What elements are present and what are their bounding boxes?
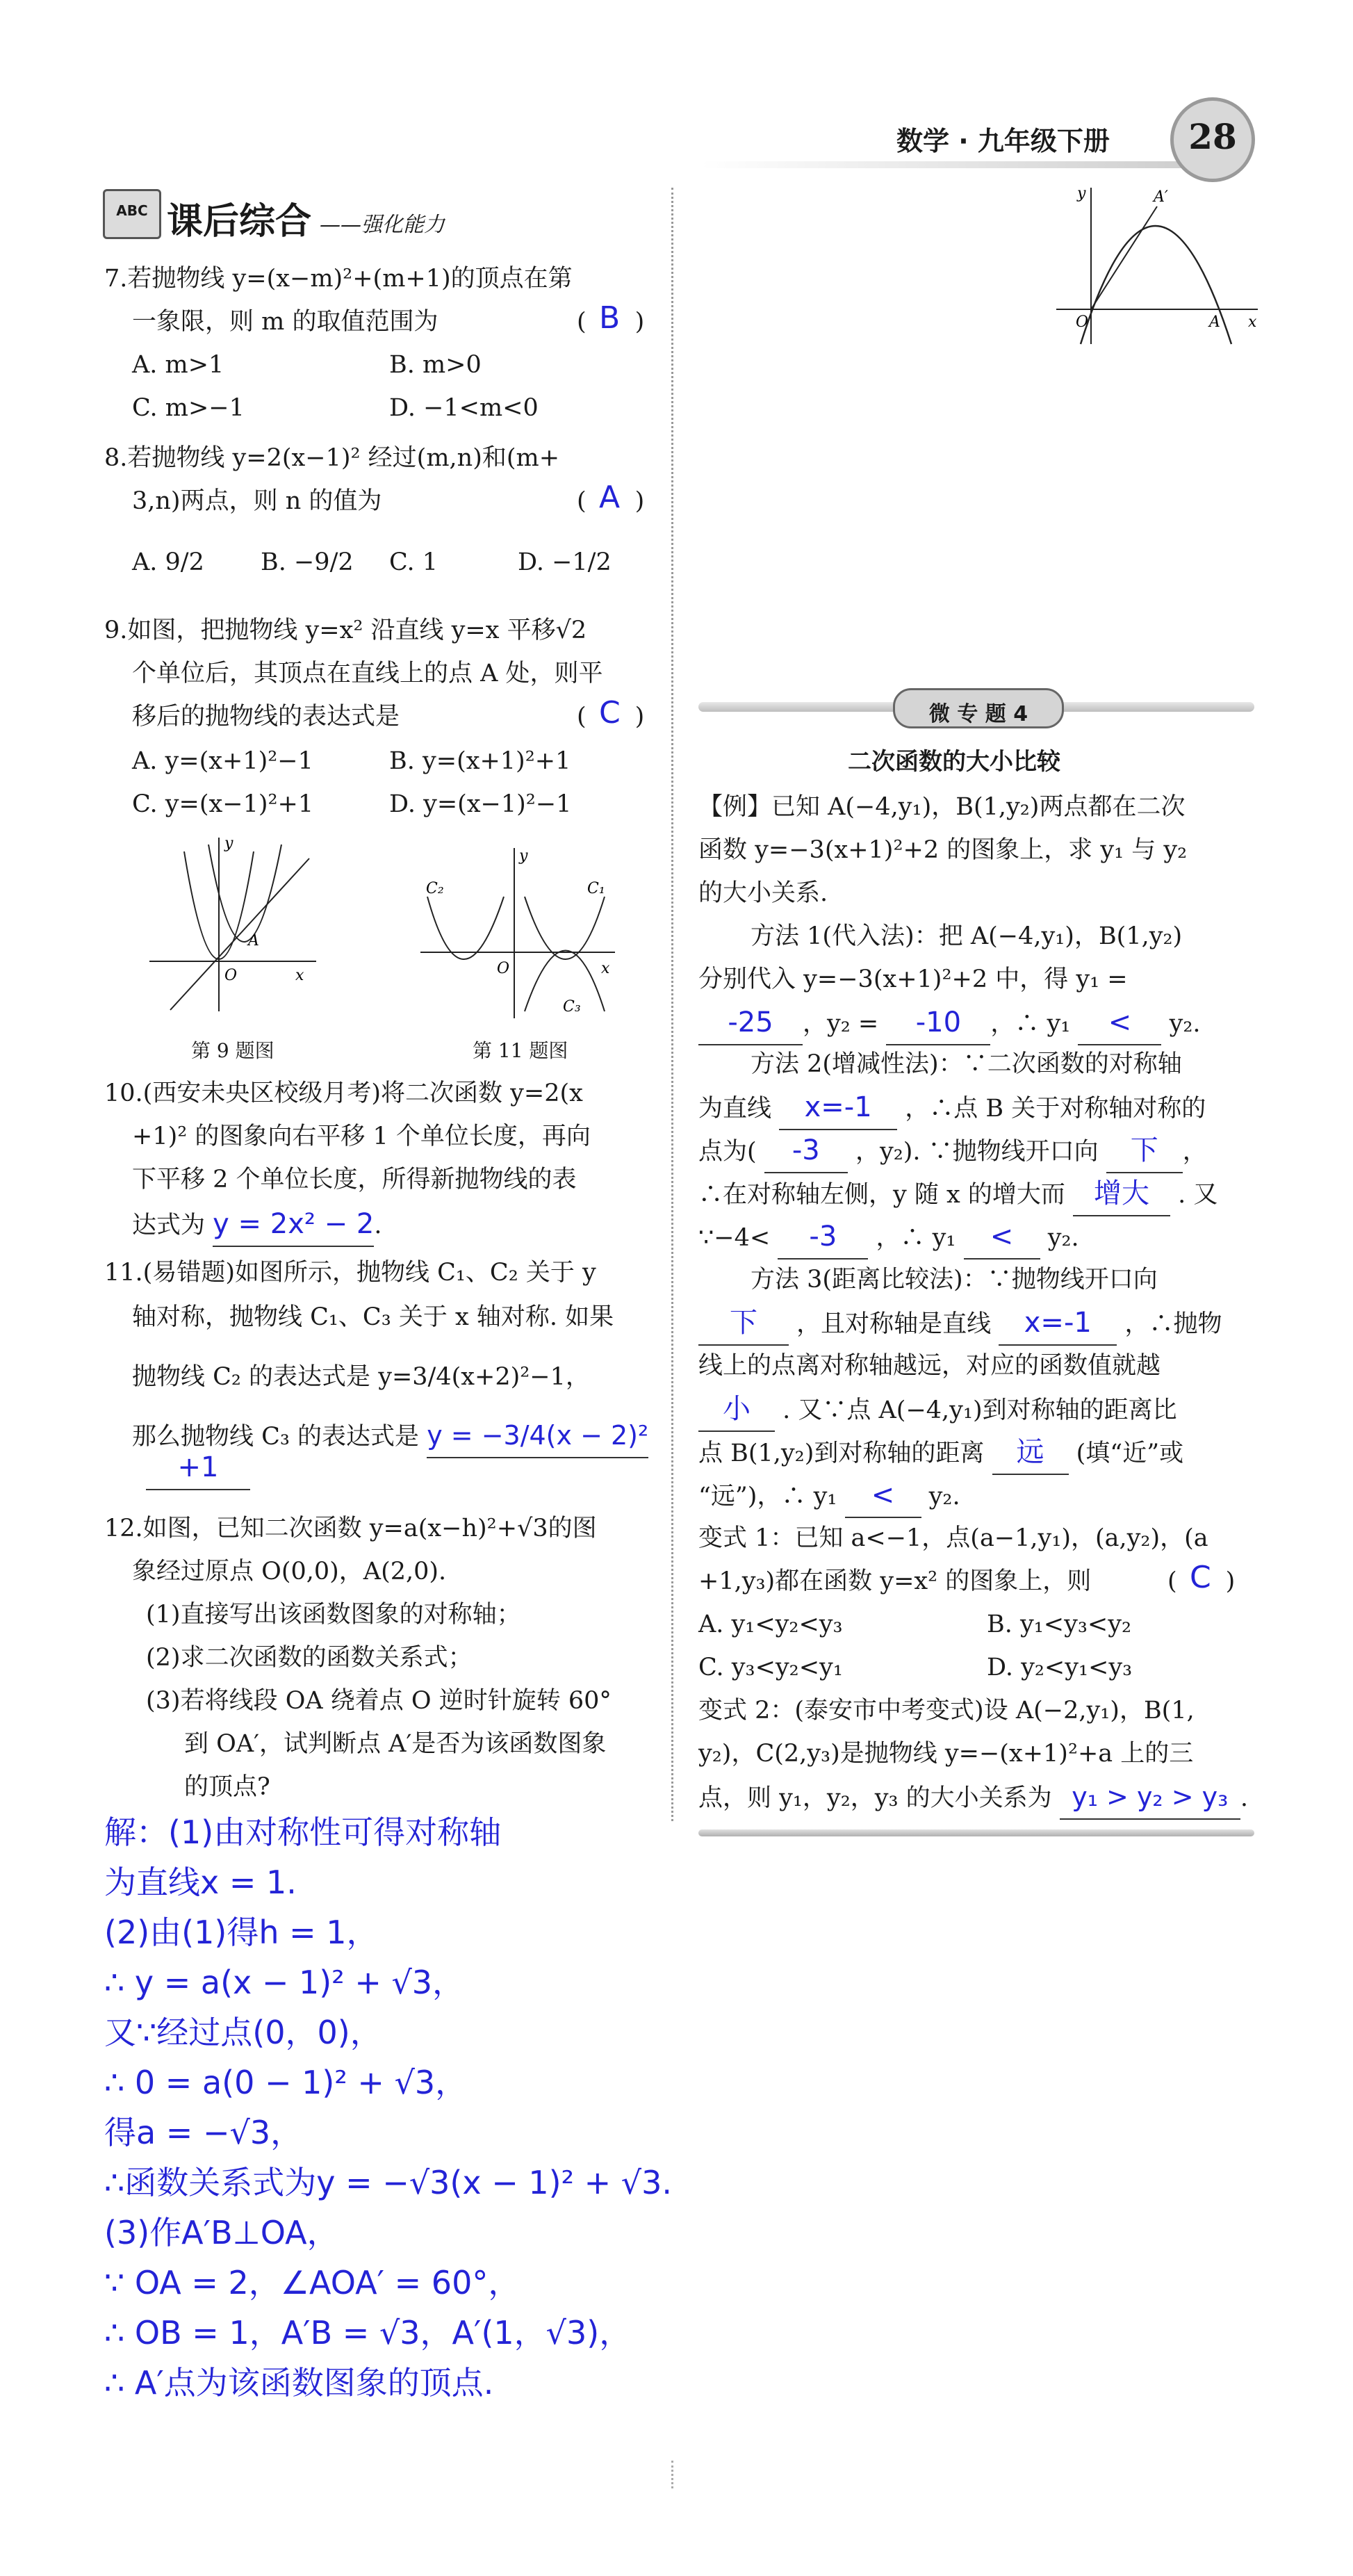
method2-line4-a: ∴在对称轴左侧，y 随 x 的增大而	[698, 1181, 1065, 1209]
page-number-badge	[1170, 97, 1255, 182]
fig9-x-label: x	[295, 967, 304, 984]
fig9-origin-label: O	[224, 967, 238, 984]
method2-point-blank: -3	[764, 1129, 848, 1173]
fig12-point-a-prime-label: A′	[1154, 188, 1168, 206]
method1-line3: -25 ，y₂ = -10 ，∴ y₁ < y₂.	[698, 1001, 1201, 1045]
q9-answer: C	[599, 695, 621, 731]
method3-line5	[698, 1430, 1183, 1475]
q9-answer-paren: ( )	[577, 703, 645, 731]
fig12-segment-oa-prime	[1091, 206, 1157, 309]
variant1-option-b: B. y₁<y₃<y₂	[987, 1611, 1132, 1638]
variant1-answer: C	[1190, 1560, 1211, 1595]
fig12-x-label: x	[1248, 313, 1257, 331]
example-line1: 【例】已知 A(−4,y₁)，B(1,y₂)两点都在二次	[698, 793, 1186, 821]
method3-value-blank: 小	[698, 1387, 775, 1432]
section-title: 课后综合	[167, 201, 312, 243]
method2-line5-b: ，∴ y₁	[876, 1224, 956, 1252]
variant2-answer: y₁ > y₂ > y₃	[1060, 1775, 1240, 1820]
method2-line4-b: . 又	[1178, 1181, 1218, 1209]
fig11-c3-label: C₃	[563, 998, 581, 1016]
solution-line-12: ∴ A′点为该函数图象的顶点.	[104, 2364, 494, 2402]
micro-topic-title: 二次函数的大小比较	[848, 748, 1060, 776]
method3-line2-b: ，∴抛物	[1124, 1310, 1222, 1338]
method3-distance-blank: 远	[992, 1430, 1069, 1475]
micro-topic-badge	[893, 688, 1064, 728]
method2-line4	[698, 1172, 1217, 1216]
header-subject: 数学 · 九年级下册	[896, 126, 1110, 156]
method2-open-blank: 下	[1106, 1129, 1183, 1173]
method1-y2-blank: -10	[886, 1001, 990, 1045]
q12-part3a: (3)若将线段 OA 绕着点 O 逆时针旋转 60°	[146, 1687, 612, 1715]
header-rule	[702, 161, 1181, 168]
q11-answer-b: +1	[146, 1446, 250, 1490]
fig12-point-a-label: A	[1209, 313, 1220, 331]
q12-part3c: 的顶点?	[184, 1773, 270, 1801]
method3-line6-b: y₂.	[928, 1483, 960, 1510]
variant2-line3: 点，则 y₁，y₂，y₃ 的大小关系为 y₁ > y₂ > y₃ .	[698, 1775, 1248, 1820]
q11-prompt: 那么抛物线 C₃ 的表达式是	[132, 1423, 420, 1451]
solution-line-9: (3)作A′B⊥OA，	[104, 2214, 339, 2251]
q7-option-b: B. m>0	[389, 351, 482, 379]
figure-11	[413, 841, 622, 1029]
q10-line3: 下平移 2 个单位长度，所得新抛物线的表	[132, 1166, 577, 1193]
solution-line-7: 得a = −√3，	[104, 2114, 303, 2151]
q9-option-d: D. y=(x−1)²−1	[389, 790, 572, 818]
method2-line2-a: 为直线	[698, 1095, 772, 1123]
method1-y1-blank: -25	[698, 1001, 803, 1045]
solution-line-4: ∴ y = a(x − 1)² + √3，	[104, 1964, 465, 2001]
q12-line1: 12.如图，已知二次函数 y=a(x−h)²+√3的图	[104, 1515, 597, 1542]
q9-option-b: B. y=(x+1)²+1	[389, 747, 571, 775]
q10-line1: 10.(西安未央区校级月考)将二次函数 y=2(x	[104, 1079, 583, 1107]
q9-option-c: C. y=(x−1)²+1	[132, 790, 314, 818]
fig11-curve-c1	[525, 897, 605, 959]
q11-line3: 抛物线 C₂ 的表达式是 y=3/4(x+2)²−1，	[132, 1363, 590, 1391]
method2-increase-blank: 增大	[1073, 1172, 1170, 1216]
variant1-line2: +1,y₃)都在函数 y=x² 的图象上，则	[698, 1567, 1092, 1595]
variant1-line1: 变式 1：已知 a<−1，点(a−1,y₁)，(a,y₂)，(a	[698, 1524, 1208, 1552]
q10-answer: y = 2x² − 2	[213, 1203, 374, 1247]
q10-line4: 达式为 y = 2x² − 2.	[132, 1203, 382, 1247]
page-number: 28	[1188, 116, 1237, 157]
method3-line3: 线上的点离对称轴越远，对应的函数值就越	[698, 1352, 1161, 1380]
method3-axis-blank: x=-1	[999, 1301, 1117, 1346]
q10-line2: +1)² 的图象向右平移 1 个单位长度，再向	[132, 1123, 591, 1150]
method1-compare-blank: <	[1078, 1001, 1161, 1045]
figure-11-caption: 第 11 题图	[473, 1039, 568, 1062]
q9-line2: 个单位后，其顶点在直线上的点 A 处，则平	[132, 660, 603, 687]
method3-open-blank: 下	[698, 1301, 789, 1346]
method2-line5-c: y₂.	[1047, 1224, 1079, 1252]
q12-line2: 象经过原点 O(0,0)，A(2,0).	[132, 1558, 447, 1585]
fig11-c2-label: C₂	[426, 880, 444, 897]
figure-9-caption: 第 9 题图	[191, 1039, 274, 1062]
q8-option-d: D. −1/2	[518, 548, 612, 576]
method2-line2-b: ，∴点 B 关于对称轴对称的	[905, 1095, 1206, 1123]
micro-topic-bottom-rule	[698, 1829, 1254, 1836]
fig11-x-label: x	[601, 960, 610, 977]
method2-compare-blank: <	[964, 1215, 1040, 1260]
method3-line5-a: 点 B(1,y₂)到对称轴的距离	[698, 1440, 985, 1467]
method1-line1: 方法 1(代入法)：把 A(−4,y₁)，B(1,y₂)	[751, 922, 1183, 950]
q8-answer-paren: ( )	[577, 487, 645, 515]
q7-line1: 7.若抛物线 y=(x−m)²+(m+1)的顶点在第	[104, 265, 573, 293]
method3-compare-blank: <	[845, 1474, 921, 1518]
q9-line3: 移后的抛物线的表达式是	[132, 703, 400, 731]
method2-axis-blank: x=-1	[779, 1086, 897, 1130]
solution-line-5: 又∵经过点(0，0)，	[104, 2014, 382, 2051]
fig12-origin-label: O	[1076, 313, 1089, 331]
solution-line-2: 为直线x = 1.	[104, 1864, 297, 1901]
fig11-y-label: y	[519, 847, 528, 865]
q12-part2: (2)求二次函数的函数关系式；	[146, 1644, 473, 1672]
q12-part3b: 到 OA′，试判断点 A′是否为该函数图象	[184, 1730, 607, 1758]
solution-line-11: ∴ OB = 1，A′B = √3，A′(1，√3)，	[104, 2314, 632, 2351]
q8-option-b: B. −9/2	[261, 548, 354, 576]
fig11-curve-c2	[427, 897, 504, 959]
section-subtitle: ——强化能力	[320, 213, 445, 237]
q11-answer-a: y = −3/4(x − 2)²	[427, 1414, 648, 1458]
method1-line2: 分别代入 y=−3(x+1)²+2 中，得 y₁ =	[698, 965, 1128, 993]
method2-line5-a: ∵−4<	[698, 1224, 771, 1252]
method3-line6-a: “远”)，∴ y₁	[698, 1483, 837, 1510]
solution-line-6: ∴ 0 = a(0 − 1)² + √3，	[104, 2064, 468, 2101]
q7-line2: 一象限，则 m 的取值范围为	[132, 308, 438, 336]
solution-line-10: ∵ OA = 2，∠AOA′ = 60°，	[104, 2264, 520, 2301]
q7-option-a: A. m>1	[132, 351, 224, 379]
fig11-c1-label: C₁	[587, 880, 605, 897]
q9-option-a: A. y=(x+1)²−1	[132, 747, 313, 775]
q12-part1: (1)直接写出该函数图象的对称轴；	[146, 1601, 521, 1629]
solution-line-3: (2)由(1)得h = 1，	[104, 1914, 379, 1951]
q7-answer: B	[599, 300, 621, 336]
example-line3: 的大小关系.	[698, 879, 828, 907]
section-logo-text: ABC	[116, 202, 148, 219]
variant2-line1: 变式 2：(泰安市中考变式)设 A(−2,y₁)，B(1,	[698, 1697, 1195, 1725]
q8-answer: A	[599, 480, 621, 515]
fig9-point-a-label: A	[248, 932, 259, 949]
method3-line2-a: ，且对称轴是直线	[796, 1310, 992, 1338]
q7-option-c: C. m>−1	[132, 394, 245, 422]
q11-line1: 11.(易错题)如图所示，抛物线 C₁、C₂ 关于 y	[104, 1259, 596, 1287]
q7-option-d: D. −1<m<0	[389, 394, 539, 422]
fig9-y-label: y	[224, 835, 233, 852]
method2-line3: 点为( -3 ，y₂). ∵抛物线开口向 下 ，	[698, 1129, 1207, 1173]
solution-line-1: 解：(1)由对称性可得对称轴	[104, 1813, 502, 1851]
method3-line1: 方法 3(距离比较法)：∵抛物线开口向	[751, 1266, 1158, 1294]
q8-line1: 8.若抛物线 y=2(x−1)² 经过(m,n)和(m+	[104, 444, 560, 472]
q7-answer-paren: ( )	[577, 308, 645, 336]
variant1-option-a: A. y₁<y₂<y₃	[698, 1611, 843, 1638]
section-logo	[103, 189, 161, 239]
method3-line6	[698, 1474, 960, 1518]
method3-line4-a: . 又∵点 A(−4,y₁)到对称轴的距离比	[782, 1396, 1177, 1424]
fig11-origin-label: O	[497, 960, 510, 977]
method3-line2	[698, 1301, 1222, 1346]
method3-line4	[698, 1387, 1177, 1432]
method2-line3-a: 点为(	[698, 1138, 757, 1166]
q8-option-a: A. 9/2	[132, 548, 204, 576]
solution-line-8: ∴函数关系式为y = −√3(x − 1)² + √3.	[104, 2164, 672, 2201]
q11-line2: 轴对称，抛物线 C₁、C₃ 关于 x 轴对称. 如果	[132, 1303, 614, 1331]
column-divider	[671, 188, 673, 1821]
q10-prompt: 达式为	[132, 1212, 206, 1239]
example-line2: 函数 y=−3(x+1)²+2 的图象上，求 y₁ 与 y₂	[698, 836, 1188, 864]
q8-line2: 3,n)两点，则 n 的值为	[132, 487, 382, 515]
micro-topic-badge-text: 微 专 题 4	[928, 702, 1028, 726]
variant1-option-c: C. y₃<y₂<y₁	[698, 1654, 843, 1681]
method3-line5-b: (填“近”或	[1076, 1440, 1184, 1467]
fig9-line-y-eq-x	[170, 858, 309, 1010]
bottom-center-mark	[671, 2461, 673, 2488]
variant1-option-d: D. y₂<y₁<y₃	[987, 1654, 1133, 1681]
variant2-prompt: 点，则 y₁，y₂，y₃ 的大小关系为	[698, 1784, 1052, 1812]
figure-12	[1042, 177, 1272, 351]
variant2-line2: y₂)，C(2,y₃)是抛物线 y=−(x+1)²+a 上的三	[698, 1740, 1194, 1768]
variant1-answer-paren: ( )	[1167, 1567, 1236, 1595]
fig12-y-label: y	[1077, 185, 1086, 202]
method2-line1: 方法 2(增减性法)：∵二次函数的对称轴	[751, 1050, 1182, 1078]
method2-line5	[698, 1215, 1079, 1260]
method2-lt-blank: -3	[778, 1215, 868, 1260]
figure-9	[142, 831, 330, 1018]
q9-line1: 9.如图，把抛物线 y=x² 沿直线 y=x 平移√2	[104, 617, 587, 644]
method2-line3-b: ，y₂). ∵抛物线开口向	[855, 1138, 1099, 1166]
q8-option-c: C. 1	[389, 548, 438, 576]
method2-line2	[698, 1086, 1206, 1130]
